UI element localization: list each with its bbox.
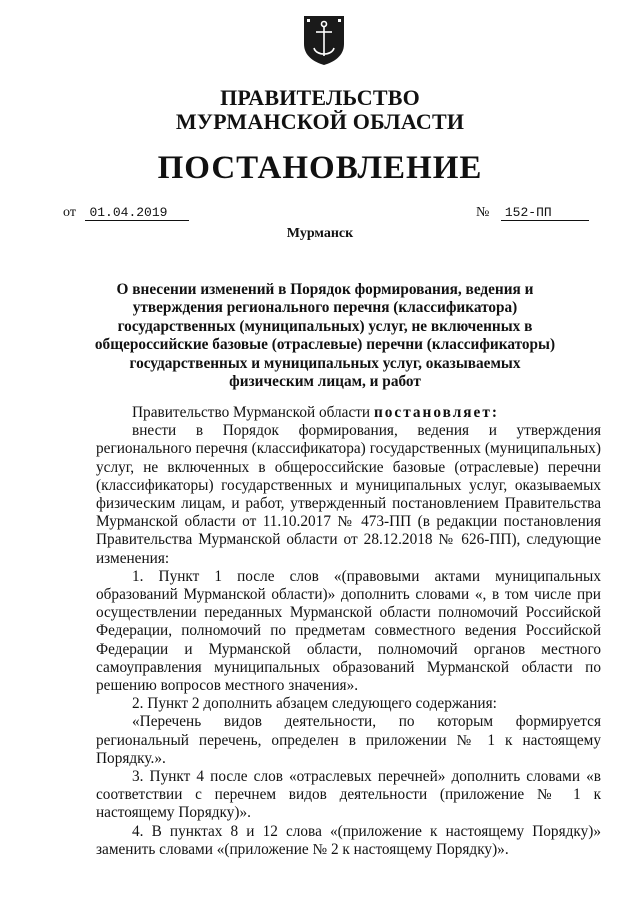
paragraph-1: внести в Порядок формирования, ведения и утверждения регионального перечня (классификатора) государственных (муниципальных) услуг, не включенных в общероссийские базовые (отраслевые) перечни (классификаторы) государственных и муниципальных услуг, оказываемых физическим лицам, и работ, утвержденный постановлением Правительства Мурманской области от 11.10.2017 № 473-ПП (в редакции постановления Правительства Мурманской области от 28.12.2018 № 626-ПП), следующие изменения: xyxy=(96,422,601,567)
paragraph-5: 3. Пункт 4 после слов «отраслевых перечней» дополнить словами «в соответствии с перечнем видов деятельности (приложение № 1 к настоящему Порядку)». xyxy=(96,768,601,822)
decree-keyword: постановляет: xyxy=(373,404,499,421)
date-label: от xyxy=(63,205,76,220)
organization-name-line-1: ПРАВИТЕЛЬСТВО xyxy=(220,85,420,110)
document-type-heading: ПОСТАНОВЛЕНИЕ xyxy=(157,150,483,186)
intro-text: Правительство Мурманской области xyxy=(132,404,374,421)
paragraph-3: 2. Пункт 2 дополнить абзацем следующего содержания: xyxy=(132,695,497,713)
document-title: О внесении изменений в Порядок формирования, ведения и утверждения регионального перечня (классификатора) государственных (муниципальных) услуг, не включенных в общероссийские базовые (отраслевые) перечни (классификаторы) государственных и муниципальных услуг, оказываемых физическим лицам, и работ xyxy=(94,281,556,391)
paragraph-4: «Перечень видов деятельности, по которым формируется региональный перечень, определен в приложении № 1 к настоящему Порядку.». xyxy=(96,713,601,767)
organization-name-line-2: МУРМАНСКОЙ ОБЛАСТИ xyxy=(175,109,465,134)
number-label: № xyxy=(476,205,490,220)
document-number xyxy=(476,205,589,221)
city-name: Мурманск xyxy=(286,226,354,241)
paragraph-2: 1. Пункт 1 после слов «(правовыми актами муниципальных образований Мурманской области)» дополнить словами «, в том числе при осуществлении переданных Мурманской области полномочий Российской Федерации, полномочий по предметам совместного ведения Российской Федерации и Мурманской области, полномочий органов местного самоуправления муниципальных образований Мурманской области по решению вопросов местного значения». xyxy=(96,567,601,695)
number-value: 152-ПП xyxy=(501,205,589,221)
intro-paragraph xyxy=(96,404,601,422)
paragraph-6: 4. В пунктах 8 и 12 слова «(приложение к настоящему Порядку)» заменить словами «(приложение № 2 к настоящему Порядку)». xyxy=(96,822,601,858)
coat-of-arms-icon xyxy=(302,14,346,66)
date-value: 01.04.2019 xyxy=(85,205,189,221)
document-date xyxy=(63,205,189,221)
document-body xyxy=(96,404,601,859)
